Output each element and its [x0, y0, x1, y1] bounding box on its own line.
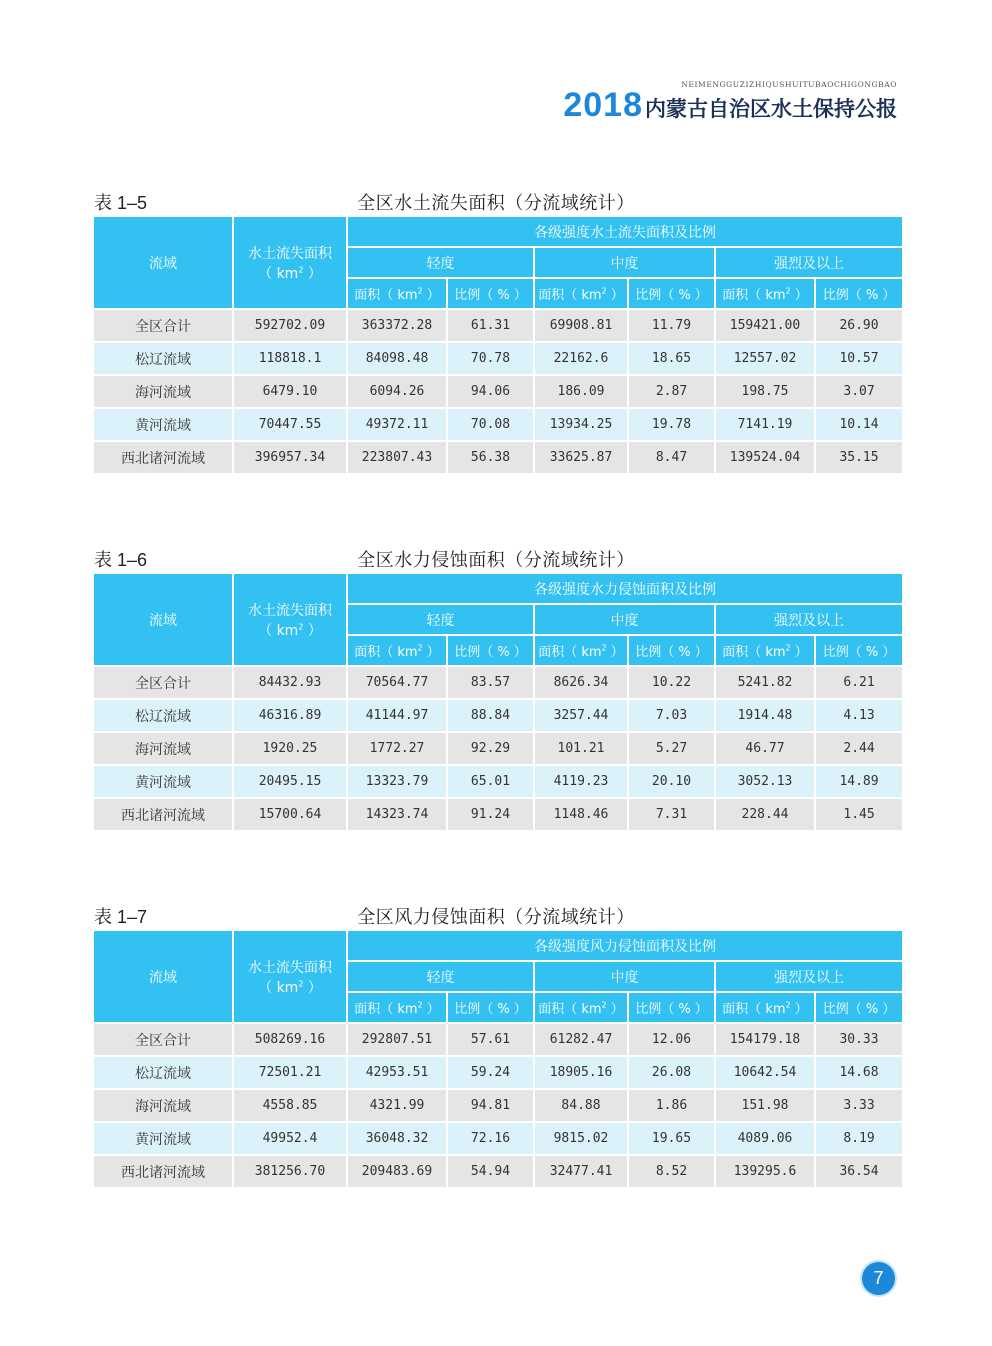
value-cell: 15700.64: [234, 799, 346, 830]
value-cell: 1914.48: [716, 700, 814, 731]
value-cell: 49952.4: [234, 1123, 346, 1154]
value-cell: 57.61: [448, 1024, 533, 1055]
ratio-column-header: 比例（ % ）: [629, 636, 714, 665]
value-cell: 14.89: [816, 766, 902, 797]
value-cell: 4.13: [816, 700, 902, 731]
value-cell: 154179.18: [716, 1024, 814, 1055]
value-cell: 6094.26: [348, 376, 446, 407]
value-cell: 70447.55: [234, 409, 346, 440]
basin-name-cell: 松辽流域: [94, 1057, 232, 1088]
basin-name-cell: 海河流域: [94, 376, 232, 407]
km2-superscript: 2: [785, 286, 791, 296]
value-cell: 72501.21: [234, 1057, 346, 1088]
value-cell: 6479.10: [234, 376, 346, 407]
table-row: [94, 1057, 902, 1088]
total-area-unit: [234, 977, 346, 997]
area-header-text: 面积（ km: [538, 288, 602, 303]
value-cell: 10.22: [629, 667, 714, 698]
km2-superscript: 2: [785, 643, 791, 653]
area-column-header: [348, 993, 446, 1022]
table-row: [94, 1123, 902, 1154]
value-cell: 12557.02: [716, 343, 814, 374]
total-area-unit-close: ）: [303, 265, 322, 282]
value-cell: 18.65: [629, 343, 714, 374]
km2-superscript: 2: [417, 286, 423, 296]
value-cell: 10.14: [816, 409, 902, 440]
value-cell: 363372.28: [348, 310, 446, 341]
value-cell: 2.44: [816, 733, 902, 764]
value-cell: 209483.69: [348, 1156, 446, 1187]
area-header-text: 面积（ km: [354, 645, 418, 660]
table-row: [94, 1156, 902, 1187]
header-title: 内蒙古自治区水土保持公报: [645, 97, 897, 121]
ratio-column-header: 比例（ % ）: [448, 279, 533, 308]
area-header-close: ）: [606, 288, 624, 303]
value-cell: 42953.51: [348, 1057, 446, 1088]
header-latin-text: NEIMENGGUZIZHIQUSHUITUBAOCHIGONGBAO: [681, 80, 897, 89]
area-header-close: ）: [790, 1002, 808, 1017]
value-cell: 118818.1: [234, 343, 346, 374]
value-cell: 2.87: [629, 376, 714, 407]
value-cell: 592702.09: [234, 310, 346, 341]
table-row: [94, 733, 902, 764]
table-row: [94, 442, 902, 473]
value-cell: 6.21: [816, 667, 902, 698]
basin-name-cell: 全区合计: [94, 310, 232, 341]
value-cell: 4321.99: [348, 1090, 446, 1121]
table-title: 全区水力侵蚀面积（分流域统计）: [357, 550, 635, 571]
value-cell: 3.07: [816, 376, 902, 407]
data-table: [92, 572, 904, 832]
value-cell: 61282.47: [535, 1024, 627, 1055]
group-header: 各级强度风力侵蚀面积及比例: [348, 931, 902, 960]
basin-name-cell: 黄河流域: [94, 409, 232, 440]
basin-name-cell: 黄河流域: [94, 766, 232, 797]
basin-name-cell: 松辽流域: [94, 700, 232, 731]
km2-superscript: 2: [417, 1000, 423, 1010]
value-cell: 30.33: [816, 1024, 902, 1055]
header-year: 2018: [563, 86, 643, 124]
group-header: 各级强度水土流失面积及比例: [348, 217, 902, 246]
area-column-header: [716, 993, 814, 1022]
value-cell: 26.08: [629, 1057, 714, 1088]
value-cell: 91.24: [448, 799, 533, 830]
value-cell: 22162.6: [535, 343, 627, 374]
value-cell: 70.08: [448, 409, 533, 440]
table-label: 表 1–5: [94, 193, 148, 213]
value-cell: 10.57: [816, 343, 902, 374]
basin-name-cell: 全区合计: [94, 667, 232, 698]
value-cell: 70.78: [448, 343, 533, 374]
value-cell: 1148.46: [535, 799, 627, 830]
value-cell: 84.88: [535, 1090, 627, 1121]
area-header-text: 面积（ km: [722, 288, 786, 303]
value-cell: 18905.16: [535, 1057, 627, 1088]
ratio-column-header: 比例（ % ）: [448, 636, 533, 665]
value-cell: 56.38: [448, 442, 533, 473]
value-cell: 11.79: [629, 310, 714, 341]
page-header: [563, 78, 897, 122]
severe-header: 强烈及以上: [716, 962, 902, 991]
total-area-unit-text: （ km: [258, 265, 299, 282]
value-cell: 20495.15: [234, 766, 346, 797]
value-cell: 4558.85: [234, 1090, 346, 1121]
km2-superscript: 2: [298, 264, 304, 274]
area-header-text: 面积（ km: [354, 288, 418, 303]
area-header-close: ）: [606, 1002, 624, 1017]
basin-name-cell: 全区合计: [94, 1024, 232, 1055]
area-header-text: 面积（ km: [722, 645, 786, 660]
value-cell: 14323.74: [348, 799, 446, 830]
km2-superscript: 2: [601, 643, 607, 653]
value-cell: 228.44: [716, 799, 814, 830]
basin-name-cell: 西北诸河流域: [94, 799, 232, 830]
value-cell: 49372.11: [348, 409, 446, 440]
area-column-header: [535, 636, 627, 665]
value-cell: 5241.82: [716, 667, 814, 698]
total-area-unit: [234, 620, 346, 640]
value-cell: 36048.32: [348, 1123, 446, 1154]
value-cell: 10642.54: [716, 1057, 814, 1088]
table-caption: [94, 546, 898, 572]
area-header-text: 面积（ km: [354, 1002, 418, 1017]
area-header-close: ）: [422, 1002, 440, 1017]
area-column-header: [716, 636, 814, 665]
value-cell: 92.29: [448, 733, 533, 764]
basin-column-header: 流域: [94, 931, 232, 1022]
table-block-3: [94, 903, 898, 1189]
value-cell: 7.31: [629, 799, 714, 830]
moderate-header: 中度: [535, 962, 714, 991]
total-area-unit-text: （ km: [258, 979, 299, 996]
value-cell: 26.90: [816, 310, 902, 341]
table-row: [94, 310, 902, 341]
ratio-column-header: 比例（ % ）: [629, 279, 714, 308]
km2-superscript: 2: [601, 1000, 607, 1010]
table-row: [94, 409, 902, 440]
basin-name-cell: 海河流域: [94, 733, 232, 764]
data-table: [92, 929, 904, 1189]
value-cell: 8626.34: [535, 667, 627, 698]
value-cell: 292807.51: [348, 1024, 446, 1055]
value-cell: 3257.44: [535, 700, 627, 731]
value-cell: 4119.23: [535, 766, 627, 797]
ratio-column-header: 比例（ % ）: [816, 636, 902, 665]
light-header: 轻度: [348, 605, 533, 634]
value-cell: 159421.00: [716, 310, 814, 341]
value-cell: 13323.79: [348, 766, 446, 797]
area-column-header: [535, 993, 627, 1022]
value-cell: 14.68: [816, 1057, 902, 1088]
area-header-text: 面积（ km: [538, 1002, 602, 1017]
value-cell: 19.65: [629, 1123, 714, 1154]
light-header: 轻度: [348, 248, 533, 277]
basin-name-cell: 西北诸河流域: [94, 1156, 232, 1187]
km2-superscript: 2: [601, 286, 607, 296]
value-cell: 13934.25: [535, 409, 627, 440]
value-cell: 396957.34: [234, 442, 346, 473]
value-cell: 1920.25: [234, 733, 346, 764]
value-cell: 33625.87: [535, 442, 627, 473]
value-cell: 54.94: [448, 1156, 533, 1187]
value-cell: 1.45: [816, 799, 902, 830]
basin-column-header: 流域: [94, 574, 232, 665]
severe-header: 强烈及以上: [716, 248, 902, 277]
table-row: [94, 700, 902, 731]
area-header-text: 面积（ km: [538, 645, 602, 660]
area-column-header: [535, 279, 627, 308]
area-header-text: 面积（ km: [722, 1002, 786, 1017]
area-header-close: ）: [790, 288, 808, 303]
value-cell: 139295.6: [716, 1156, 814, 1187]
value-cell: 3052.13: [716, 766, 814, 797]
value-cell: 32477.41: [535, 1156, 627, 1187]
km2-superscript: 2: [298, 621, 304, 631]
km2-superscript: 2: [298, 978, 304, 988]
value-cell: 198.75: [716, 376, 814, 407]
table-title: 全区水土流失面积（分流域统计）: [357, 193, 635, 214]
ratio-column-header: 比例（ % ）: [816, 993, 902, 1022]
table-block-2: [94, 546, 898, 832]
table-caption: [94, 903, 898, 929]
table-row: [94, 376, 902, 407]
page-number: 7: [862, 1262, 895, 1295]
value-cell: 12.06: [629, 1024, 714, 1055]
value-cell: 8.52: [629, 1156, 714, 1187]
basin-name-cell: 海河流域: [94, 1090, 232, 1121]
table-block-1: [94, 189, 898, 475]
ratio-column-header: 比例（ % ）: [448, 993, 533, 1022]
value-cell: 88.84: [448, 700, 533, 731]
area-column-header: [348, 636, 446, 665]
value-cell: 1.86: [629, 1090, 714, 1121]
value-cell: 72.16: [448, 1123, 533, 1154]
value-cell: 8.47: [629, 442, 714, 473]
total-area-unit-close: ）: [303, 979, 322, 996]
value-cell: 84432.93: [234, 667, 346, 698]
area-header-close: ）: [422, 288, 440, 303]
group-header: 各级强度水力侵蚀面积及比例: [348, 574, 902, 603]
value-cell: 41144.97: [348, 700, 446, 731]
moderate-header: 中度: [535, 605, 714, 634]
table-caption: [94, 189, 898, 215]
severe-header: 强烈及以上: [716, 605, 902, 634]
value-cell: 186.09: [535, 376, 627, 407]
basin-name-cell: 西北诸河流域: [94, 442, 232, 473]
total-area-header-text: 水土流失面积: [248, 959, 332, 976]
value-cell: 4089.06: [716, 1123, 814, 1154]
value-cell: 7141.19: [716, 409, 814, 440]
value-cell: 61.31: [448, 310, 533, 341]
value-cell: 65.01: [448, 766, 533, 797]
value-cell: 83.57: [448, 667, 533, 698]
value-cell: 5.27: [629, 733, 714, 764]
ratio-column-header: 比例（ % ）: [816, 279, 902, 308]
total-area-column-header: [234, 931, 346, 1022]
area-header-close: ）: [790, 645, 808, 660]
table-label: 表 1–7: [94, 907, 148, 927]
value-cell: 70564.77: [348, 667, 446, 698]
value-cell: 508269.16: [234, 1024, 346, 1055]
value-cell: 46316.89: [234, 700, 346, 731]
value-cell: 7.03: [629, 700, 714, 731]
value-cell: 35.15: [816, 442, 902, 473]
area-header-close: ）: [606, 645, 624, 660]
basin-name-cell: 黄河流域: [94, 1123, 232, 1154]
table-row: [94, 1024, 902, 1055]
value-cell: 151.98: [716, 1090, 814, 1121]
km2-superscript: 2: [785, 1000, 791, 1010]
value-cell: 84098.48: [348, 343, 446, 374]
value-cell: 20.10: [629, 766, 714, 797]
value-cell: 46.77: [716, 733, 814, 764]
moderate-header: 中度: [535, 248, 714, 277]
table-row: [94, 766, 902, 797]
basin-column-header: 流域: [94, 217, 232, 308]
value-cell: 139524.04: [716, 442, 814, 473]
value-cell: 381256.70: [234, 1156, 346, 1187]
value-cell: 94.06: [448, 376, 533, 407]
area-column-header: [716, 279, 814, 308]
value-cell: 3.33: [816, 1090, 902, 1121]
table-title: 全区风力侵蚀面积（分流域统计）: [357, 907, 635, 928]
table-row: [94, 343, 902, 374]
area-column-header: [348, 279, 446, 308]
ratio-column-header: 比例（ % ）: [629, 993, 714, 1022]
total-area-column-header: [234, 574, 346, 665]
light-header: 轻度: [348, 962, 533, 991]
value-cell: 8.19: [816, 1123, 902, 1154]
value-cell: 59.24: [448, 1057, 533, 1088]
table-row: [94, 1090, 902, 1121]
km2-superscript: 2: [417, 643, 423, 653]
area-header-close: ）: [422, 645, 440, 660]
total-area-unit-close: ）: [303, 622, 322, 639]
total-area-header-text: 水土流失面积: [248, 245, 332, 262]
total-area-column-header: [234, 217, 346, 308]
data-table: [92, 215, 904, 475]
value-cell: 1772.27: [348, 733, 446, 764]
table-row: [94, 667, 902, 698]
table-row: [94, 799, 902, 830]
total-area-header-text: 水土流失面积: [248, 602, 332, 619]
basin-name-cell: 松辽流域: [94, 343, 232, 374]
total-area-unit-text: （ km: [258, 622, 299, 639]
table-label: 表 1–6: [94, 550, 148, 570]
value-cell: 36.54: [816, 1156, 902, 1187]
value-cell: 9815.02: [535, 1123, 627, 1154]
value-cell: 94.81: [448, 1090, 533, 1121]
value-cell: 223807.43: [348, 442, 446, 473]
value-cell: 19.78: [629, 409, 714, 440]
value-cell: 69908.81: [535, 310, 627, 341]
value-cell: 101.21: [535, 733, 627, 764]
total-area-unit: [234, 263, 346, 283]
